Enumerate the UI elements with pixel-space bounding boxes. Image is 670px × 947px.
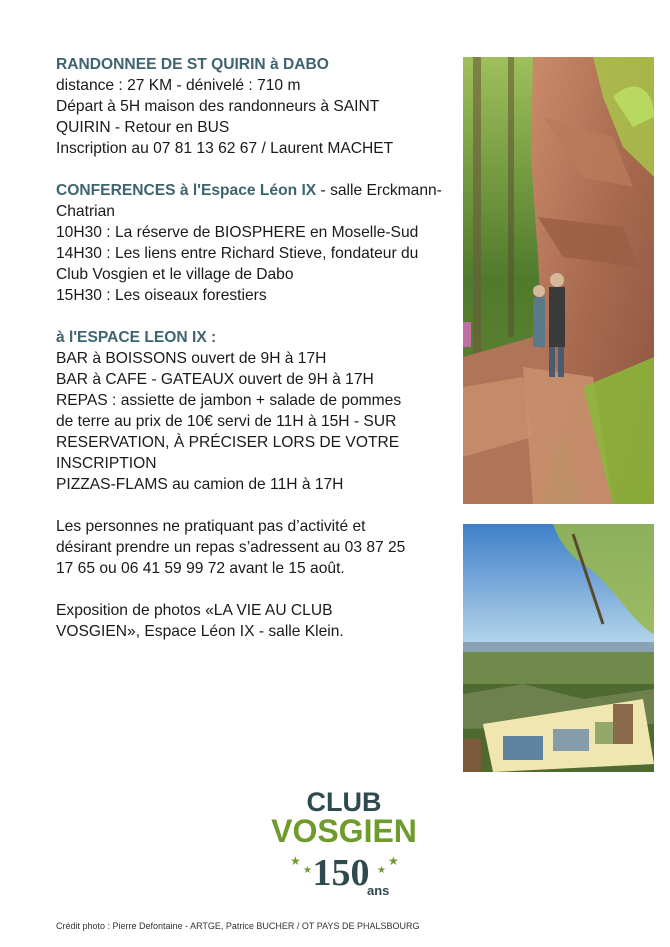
conferences-heading-line [56, 180, 451, 201]
exposition-line: VOSGIEN», Espace Léon IX - salle Klein. [56, 623, 344, 640]
panorama-illustration [463, 524, 654, 772]
conferences-line: 10H30 : La réserve de BIOSPHERE en Moselle-Sud [56, 224, 419, 241]
espace-line: RESERVATION, À PRÉCISER LORS DE VOTRE [56, 434, 400, 451]
conferences-line: 14H30 : Les liens entre Richard Stieve, fondateur du [56, 245, 419, 262]
club-vosgien-logo-graphic [255, 785, 433, 905]
conferences-heading: CONFERENCES à l'Espace Léon IX [56, 182, 317, 199]
logo-star-icon: ★ [388, 854, 399, 868]
repas-info-line: désirant prendre un repas s’adressent au 03 87 25 [56, 539, 406, 556]
panorama-photo [463, 524, 654, 772]
conferences-section [56, 180, 451, 306]
espace-line: INSCRIPTION [56, 455, 157, 472]
rock-trail-photo [463, 57, 654, 504]
espace-line: BAR à CAFE - GATEAUX ouvert de 9H à 17H [56, 371, 374, 388]
espace-section [56, 327, 451, 495]
espace-heading: à l'ESPACE LEON IX : [56, 329, 217, 346]
photo-credit: Crédit photo : Pierre Defontaine - ARTGE, Patrice BUCHER / OT PAYS DE PHALSBOURG [56, 921, 420, 931]
randonnee-line: distance : 27 KM - dénivelé : 710 m [56, 77, 301, 94]
event-program [56, 54, 451, 663]
randonnee-section [56, 54, 451, 159]
espace-line: BAR à BOISSONS ouvert de 9H à 17H [56, 350, 327, 367]
randonnee-line: QUIRIN - Retour en BUS [56, 119, 230, 136]
conferences-line: Club Vosgien et le village de Dabo [56, 266, 294, 283]
rock-trail-illustration [463, 57, 654, 504]
espace-line: de terre au prix de 10€ servi de 11H à 15H - SUR [56, 413, 397, 430]
logo-star-icon: ★ [290, 854, 301, 868]
logo-suffix-text: ans [367, 883, 390, 898]
repas-info-section [56, 516, 451, 579]
conferences-heading-rest: - salle Erckmann- [316, 182, 442, 199]
espace-line: PIZZAS-FLAMS au camion de 11H à 17H [56, 476, 344, 493]
randonnee-heading: RANDONNEE DE ST QUIRIN à DABO [56, 56, 329, 73]
logo-star-icon: ★ [377, 865, 386, 876]
repas-info-line: 17 65 ou 06 41 59 99 72 avant le 15 août. [56, 560, 345, 577]
club-vosgien-logo [255, 785, 433, 905]
conferences-line: 15H30 : Les oiseaux forestiers [56, 287, 267, 304]
logo-vosgien-text: VOSGIEN [271, 813, 417, 849]
logo-club-text: CLUB [306, 787, 382, 817]
repas-info-line: Les personnes ne pratiquant pas d’activité et [56, 518, 366, 535]
conferences-line: Chatrian [56, 203, 115, 220]
logo-number-text: 150 [312, 852, 370, 894]
randonnee-line: Inscription au 07 81 13 62 67 / Laurent MACHET [56, 140, 394, 157]
exposition-line: Exposition de photos «LA VIE AU CLUB [56, 602, 333, 619]
espace-line: REPAS : assiette de jambon + salade de pommes [56, 392, 402, 409]
randonnee-line: Départ à 5H maison des randonneurs à SAINT [56, 98, 380, 115]
logo-star-icon: ★ [303, 865, 312, 876]
exposition-section [56, 600, 451, 642]
